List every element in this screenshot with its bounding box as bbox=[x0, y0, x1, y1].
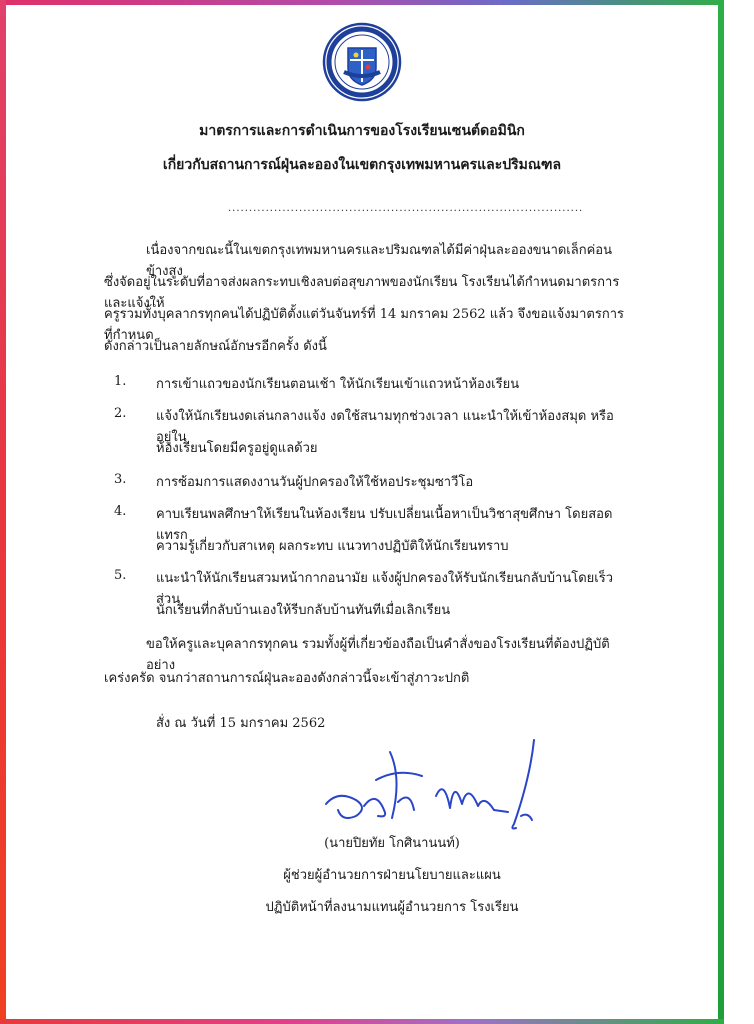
intro-line-4: ดังกล่าวเป็นลายลักษณ์อักษรอีกครั้ง ดังนี้ bbox=[104, 339, 327, 354]
divider-dots: ..................................................................................... bbox=[228, 203, 584, 214]
measure-number: 4. bbox=[114, 504, 127, 519]
signer-acting-role: ปฏิบัติหน้าที่ลงนามแทนผู้อำนวยการ โรงเรียน bbox=[265, 900, 519, 915]
handwritten-signature bbox=[318, 738, 558, 838]
measure-line: แจ้งให้นักเรียนงดเล่นกลางแจ้ง งดใช้สนามทุกช่วงเวลา แนะนำให้เข้าห้องสมุด หรืออยู่ใน bbox=[156, 409, 614, 445]
measure-number: 1. bbox=[114, 374, 127, 389]
measure-number: 5. bbox=[114, 568, 127, 583]
measure-line: การเข้าแถวของนักเรียนตอนเช้า ให้นักเรียนเข้าแถวหน้าห้องเรียน bbox=[156, 377, 520, 392]
measure-line: คาบเรียนพลศึกษาให้เรียนในห้องเรียน ปรับเปลี่ยนเนื้อหาเป็นวิชาสุขศึกษา โดยสอดแทรก bbox=[156, 507, 613, 543]
order-date: สั่ง ณ วันที่ 15 มกราคม 2562 bbox=[156, 716, 326, 731]
frame-top bbox=[0, 0, 724, 5]
title-line-1: มาตรการและการดำเนินการของโรงเรียนเซนต์ดอมินิก bbox=[199, 123, 525, 139]
measure-line-continued: นักเรียนที่กลับบ้านเองให้รีบกลับบ้านทันทีเมื่อเลิกเรียน bbox=[156, 603, 451, 618]
intro-line-1: เนื่องจากขณะนี้ในเขตกรุงเทพมหานครและปริมณฑลได้มีค่าฝุ่นละอองขนาดเล็กค่อนข้างสูง bbox=[146, 243, 612, 279]
measure-line-continued: ความรู้เกี่ยวกับสาเหตุ ผลกระทบ แนวทางปฏิบัติให้นักเรียนทราบ bbox=[156, 539, 509, 554]
intro-line-2: ซึ่งจัดอยู่ในระดับที่อาจส่งผลกระทบเชิงลบต่อสุขภาพของนักเรียน โรงเรียนได้กำหนดมาตรการและแจ้งให้ bbox=[104, 275, 620, 311]
closing-line-2: เคร่งครัด จนกว่าสถานการณ์ฝุ่นละอองดังกล่าวนี้จะเข้าสู่ภาวะปกติ bbox=[104, 671, 470, 686]
signer-name: (นายปิยทัย โกศินานนท์) bbox=[324, 836, 460, 851]
measure-number: 3. bbox=[114, 472, 127, 487]
signer-position: ผู้ช่วยผู้อำนวยการฝ่ายนโยบายและแผน bbox=[283, 868, 501, 883]
measure-line: แนะนำให้นักเรียนสวมหน้ากากอนามัย แจ้งผู้ปกครองให้รับนักเรียนกลับบ้านโดยเร็ว ส่วน bbox=[156, 571, 614, 607]
title-line-2: เกี่ยวกับสถานการณ์ฝุ่นละอองในเขตกรุงเทพมหานครและปริมณฑล bbox=[162, 157, 562, 173]
measure-line-continued: ห้องเรียนโดยมีครูอยู่ดูแลด้วย bbox=[156, 441, 318, 456]
intro-line-3: ครูรวมทั้งบุคลากรทุกคนได้ปฏิบัติตั้งแต่วันจันทร์ที่ 14 มกราคม 2562 แล้ว จึงขอแจ้งมาตรการที่กำหนด bbox=[104, 307, 624, 343]
school-crest-icon bbox=[322, 22, 402, 102]
measure-line: การซ้อมการแสดงงานวันผู้ปกครองให้ใช้หอประชุมซาวีโอ bbox=[156, 475, 474, 490]
measure-number: 2. bbox=[114, 406, 127, 421]
closing-line-1: ขอให้ครูและบุคลากรทุกคน รวมทั้งผู้ที่เกี่ยวข้องถือเป็นคำสั่งของโรงเรียนที่ต้องปฏิบัติอย่าง bbox=[146, 637, 610, 673]
frame-bottom bbox=[0, 1019, 724, 1024]
